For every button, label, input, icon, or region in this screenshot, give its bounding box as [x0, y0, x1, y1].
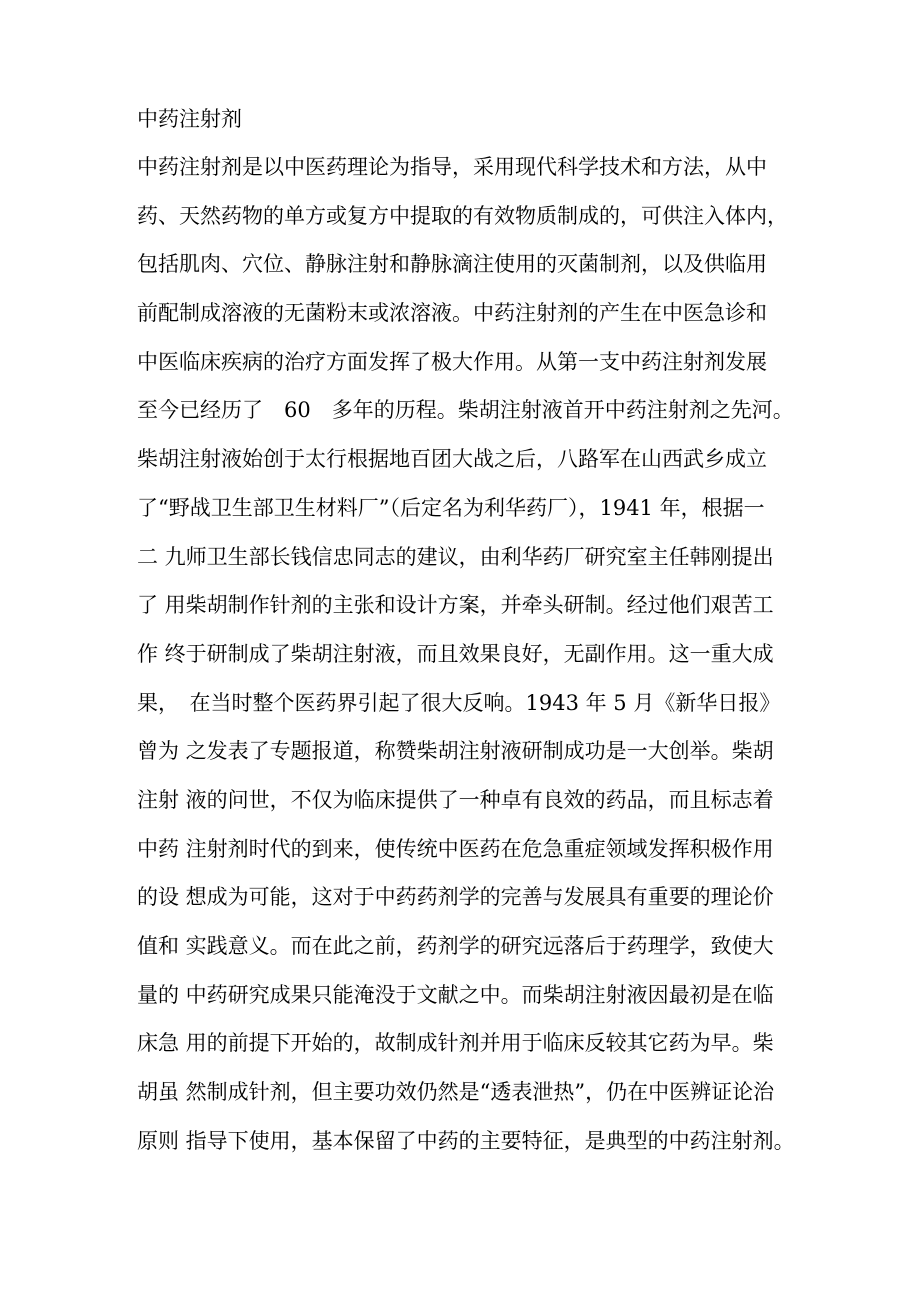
text-line: 二 九师卫生部长钱信忠同志的建议，由利华药厂研究室主任韩刚提出: [137, 544, 774, 569]
text-line: 了 用柴胡制作针剂的主张和设计方案，并牵头研制。经过他们艰苦工: [137, 593, 774, 618]
text-line: 果， 在当时整个医药界引起了很大反响。1943 年 5 月《新华日报》: [137, 690, 781, 715]
text-line: 柴胡注射液始创于太行根据地百团大战之后，八路军在山西武乡成立: [137, 447, 767, 472]
text-line: 注射 液的问世，不仅为临床提供了一种卓有良效的药品，而且标志着: [137, 787, 774, 812]
text-line: 中药 注射剂时代的到来，使传统中医药在危急重症领域发挥积极作用: [137, 836, 774, 861]
text-line: 曾为 之发表了专题报道，称赞柴胡注射液研制成功是一大创举。柴胡: [137, 739, 774, 764]
text-line: 前配制成溶液的无菌粉末或浓溶液。中药注射剂的产生在中医急诊和: [137, 301, 767, 326]
text-line: 中药注射剂是以中医药理论为指导，采用现代科学技术和方法，从中: [137, 155, 767, 179]
text-line: 床急 用的前提下开始的，故制成针剂并用于临床反较其它药为早。柴: [137, 1031, 774, 1056]
text-line: 作 终于研制成了柴胡注射液，而且效果良好，无副作用。这一重大成: [137, 641, 774, 666]
text-line: 胡虽 然制成针剂，但主要功效仍然是“透表泄热”，仍在中医辨证论治: [137, 1080, 775, 1105]
text-line: 的设 想成为可能，这对于中药药剂学的完善与发展具有重要的理论价: [137, 885, 774, 910]
text-line: 了“野战卫生部卫生材料厂”（后定名为利华药厂），1941 年，根据一: [137, 495, 765, 520]
text-line: 中医临床疾病的治疗方面发挥了极大作用。从第一支中药注射剂发展: [137, 349, 767, 374]
text-line: 量的 中药研究成果只能淹没于文献之中。而柴胡注射液因最初是在临: [137, 982, 774, 1007]
text-line: 药、天然药物的单方或复方中提取的有效物质制成的，可供注入体内，: [137, 203, 788, 228]
text-line: 值和 实践意义。而在此之前，药剂学的研究远落后于药理学，致使大: [137, 934, 774, 958]
document-title: 中药注射剂: [137, 107, 242, 131]
document-body: [137, 143, 797, 1165]
text-line: 至今已经历了 60 多年的历程。柴胡注射液首开中药注射剂之先河。: [137, 398, 794, 423]
text-line: 原则 指导下使用，基本保留了中药的主要特征，是典型的中药注射剂。: [137, 1128, 795, 1153]
text-line: 包括肌肉、穴位、静脉注射和静脉滴注使用的灭菌制剂，以及供临用: [137, 252, 767, 277]
